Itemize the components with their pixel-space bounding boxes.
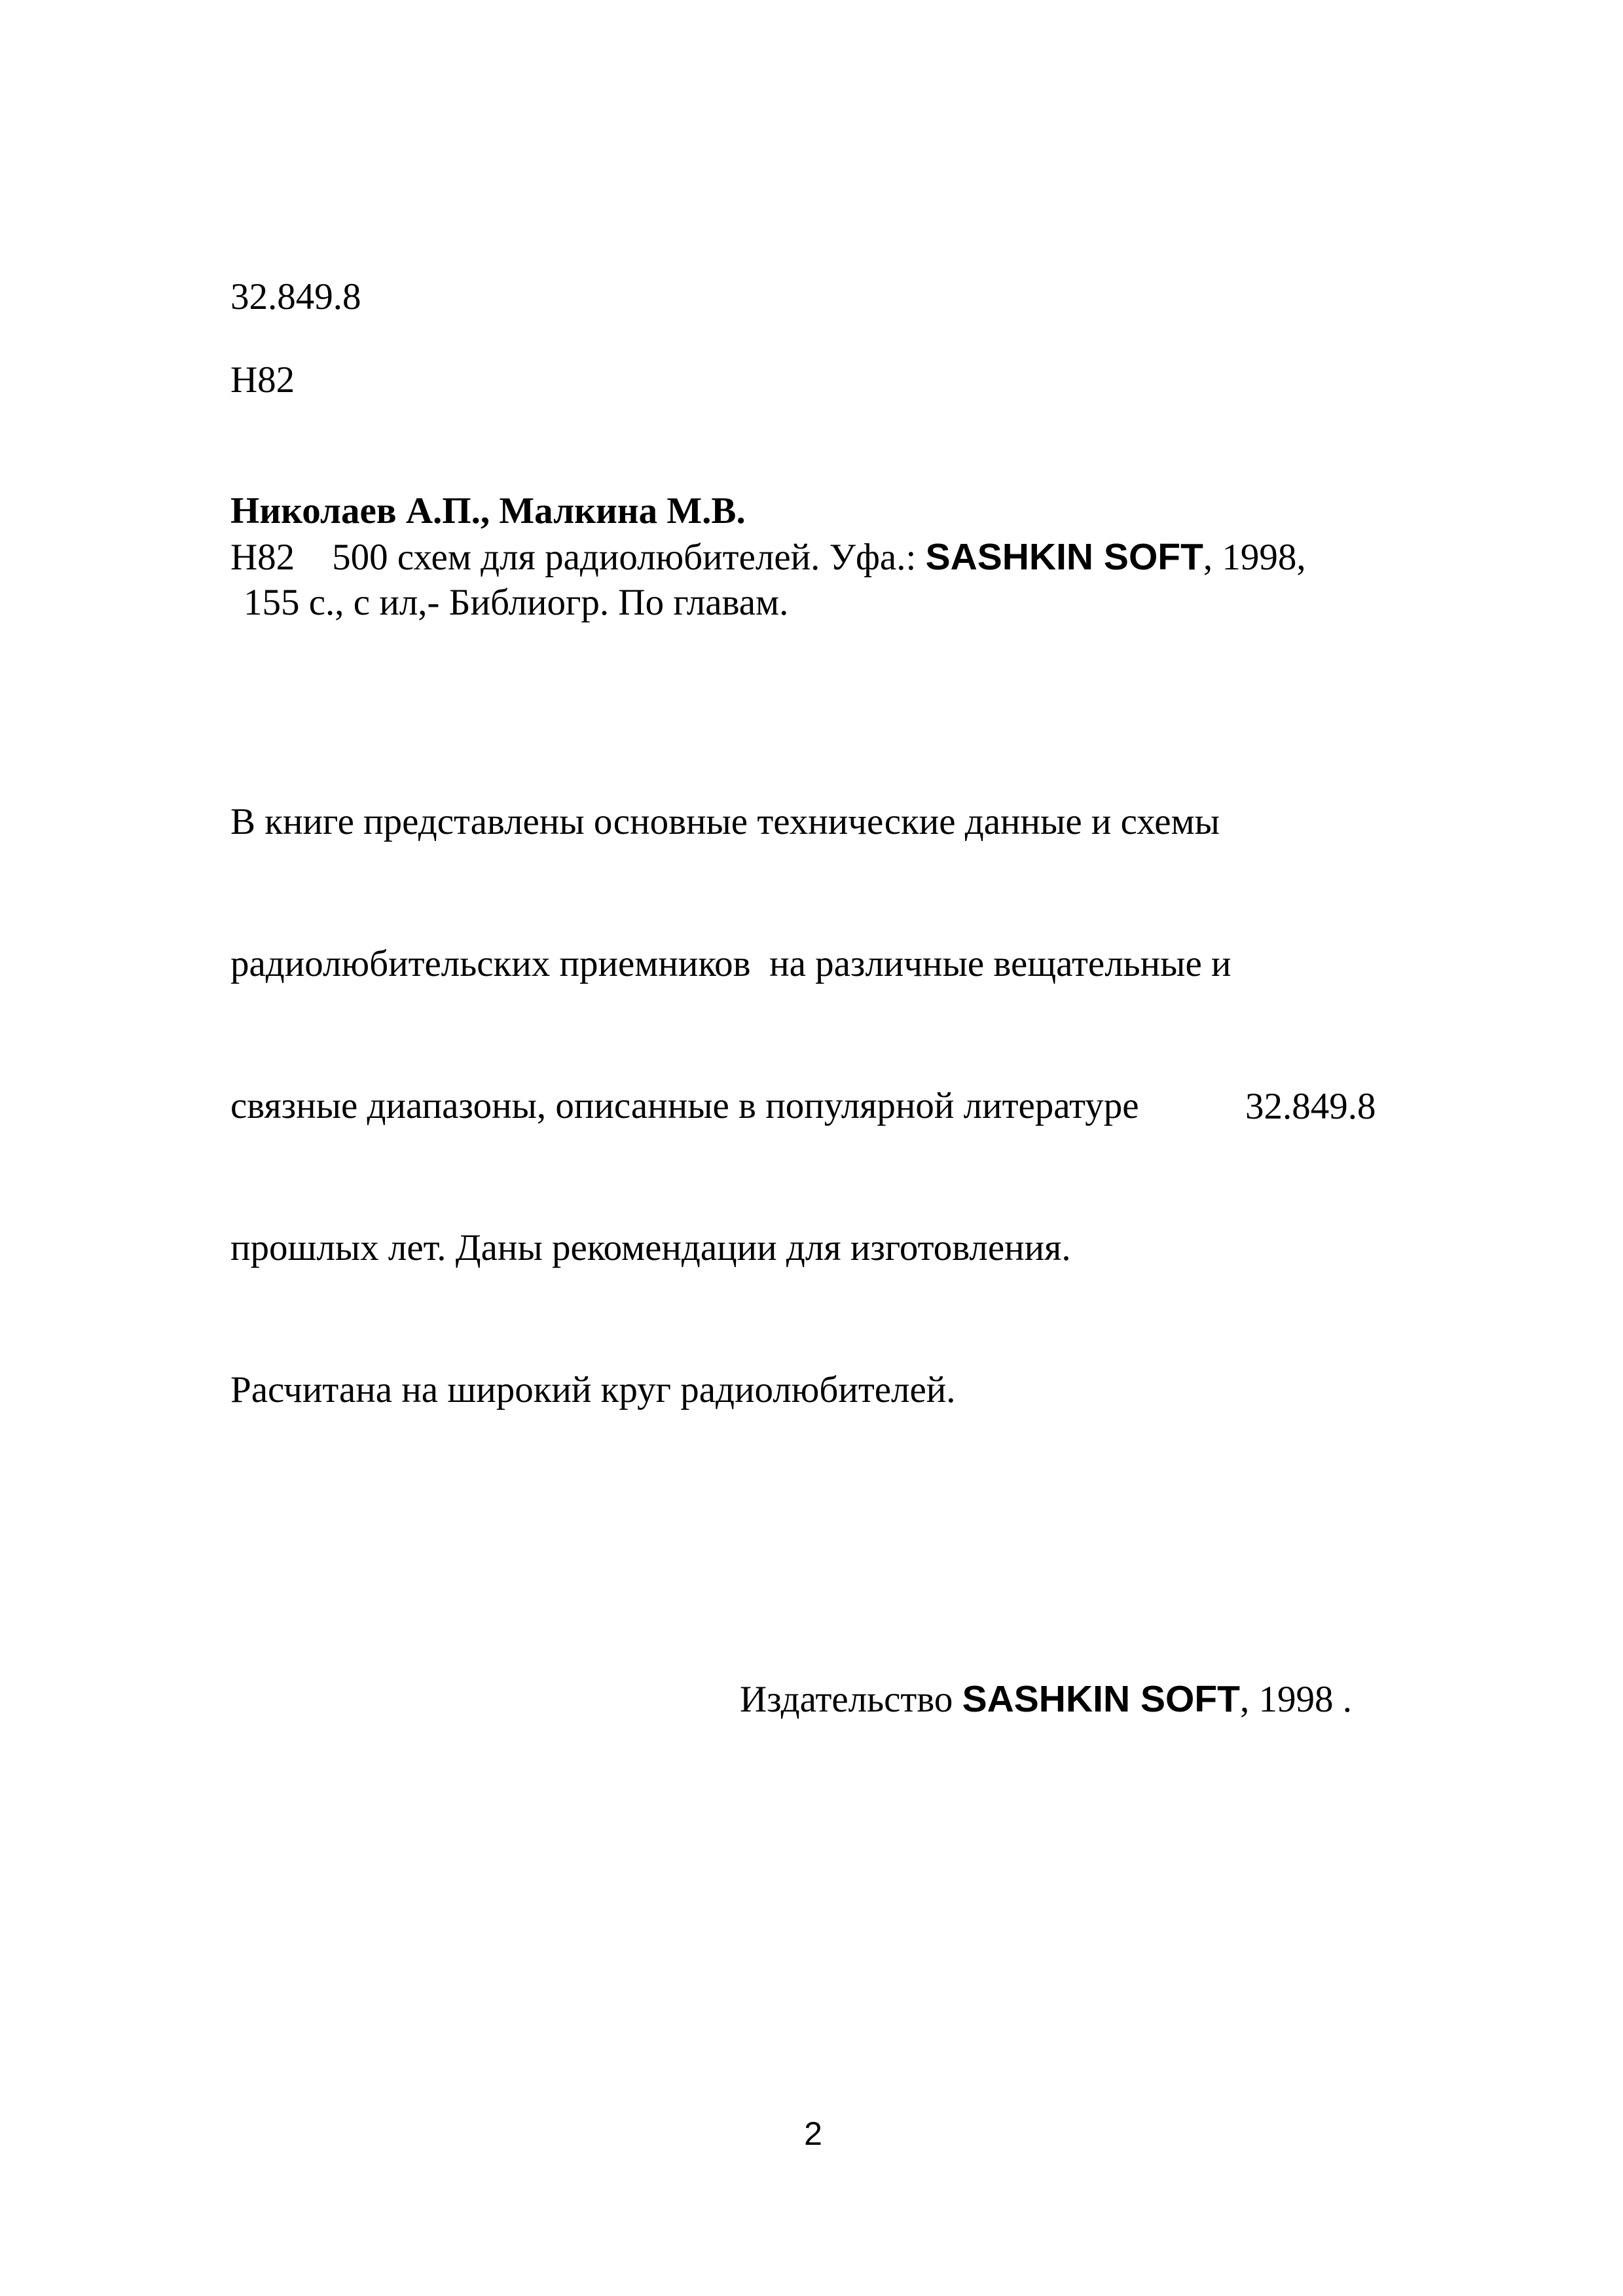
biblio-code: Н82 <box>230 537 295 578</box>
bibliographic-line-1 <box>230 533 1306 581</box>
biblio-year: , 1998, <box>1203 537 1306 578</box>
imprint-suffix: , 1998 . <box>1239 1679 1352 1720</box>
annotation <box>230 704 1231 1508</box>
biblio-publisher: SASHKIN SOFT <box>925 536 1203 578</box>
annotation-line: радиолюбительских приемников на различные вещательные и <box>230 943 1231 984</box>
page-number: 2 <box>804 2115 822 2152</box>
bibliographic-line-2: 155 с., с ил,- Библиогр. По главам. <box>244 582 789 623</box>
biblio-title-place: 500 схем для радиолюбителей. Уфа.: <box>332 537 926 578</box>
udk-code-right: 32.849.8 <box>1245 1086 1376 1127</box>
publisher-imprint <box>740 1676 1352 1723</box>
imprint-publisher: SASHKIN SOFT <box>962 1678 1240 1720</box>
annotation-line: Расчитана на широкий круг радиолюбителей. <box>230 1369 956 1410</box>
authors: Николаев А.П., Малкина М.В. <box>230 490 746 531</box>
annotation-line: В книге представлены основные технические данные и схемы <box>230 801 1220 842</box>
annotation-line: связные диапазоны, описанные в популярной литературе <box>230 1085 1139 1126</box>
author-mark: Н82 <box>230 359 295 401</box>
udk-code-top: 32.849.8 <box>230 276 361 317</box>
annotation-line: прошлых лет. Даны рекомендации для изготовления. <box>230 1227 1071 1268</box>
imprint-prefix: Издательство <box>740 1679 962 1720</box>
